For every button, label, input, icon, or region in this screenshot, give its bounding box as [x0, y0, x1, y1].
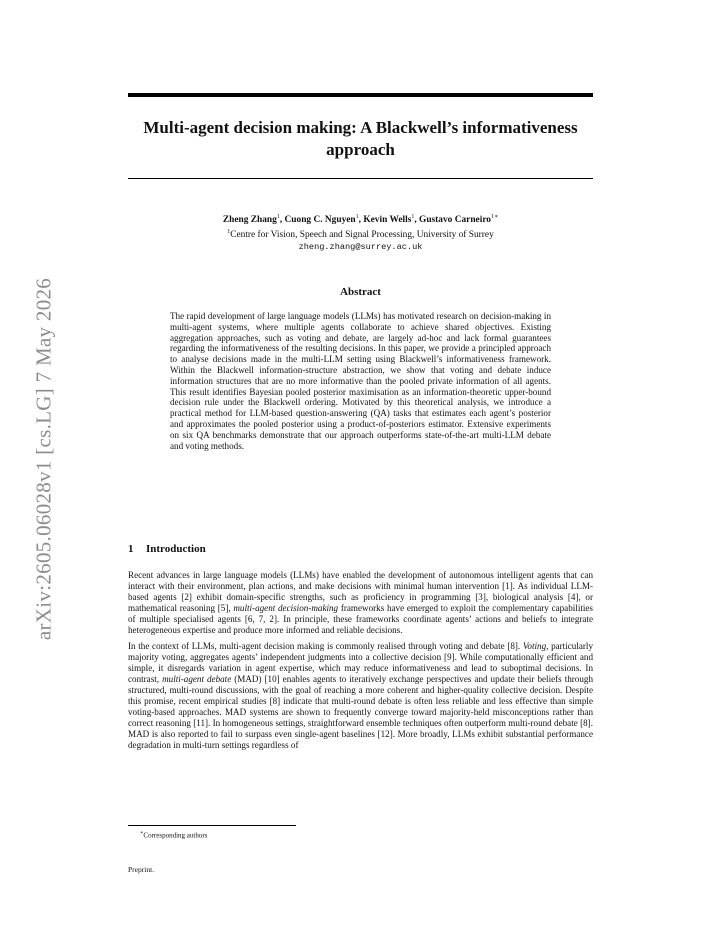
author-name: Cuong C. Nguyen [284, 215, 356, 226]
arxiv-identifier[interactable]: arXiv:2605.06028v1 [cs.LG] 7 May 2026 [31, 277, 56, 641]
footnote-rule [128, 825, 296, 826]
paragraph-text: frameworks have emerged to exploit the complementary capabilities of multiple specialised agents [6, 7, 2]. In principle, these frameworks coordinate agents’ actions and beliefs to integrate heterogeneous expertise and produce more informed and reliable decisions. [128, 602, 593, 635]
affiliation [128, 226, 593, 241]
emphasis-text: multi-agent decision-making [233, 602, 339, 613]
paragraph-text: In the context of LLMs, multi-agent decision making is commonly realised through voting and debate [8]. [128, 641, 523, 652]
affiliation-mark: 1 [276, 214, 280, 220]
affiliation-mark: 1 [411, 214, 415, 220]
abstract-text: The rapid development of large language models (LLMs) has motivated research on decision-making in multi-agent systems, where multiple agents collaborate to achieve shared objectives. Existing aggregation approaches, such as voting and debate, are largely ad-hoc and lack formal guarantees regarding the informativeness of the resulting decisions. In this paper, we provide a principled approach to analyse decisions made in the multi-LLM setting using Blackwell’s informativeness framework. Within the Blackwell information-structure abstraction, we show that voting and debate induce information structures that are no more informative than the pooled private information of all agents. This result identifies Bayesian pooled posterior maximisation as an information-theoretic upper-bound decision rule under the Blackwell ordering. Motivated by this theoretical analysis, we introduce a practical method for LLM-based question-answering (QA) tasks that estimates each agent’s posterior and approximates the pooled posterior using a product-of-posteriors estimator. Extensive experiments on six QA benchmarks demonstrate that our approach outperforms state-of-the-art multi-LLM debate and voting methods. [170, 311, 551, 451]
paragraph-text: (MAD) [10] enables agents to iteratively exchange perspectives and update their beliefs through structured, multi-round discussions, with the goal of reaching a more coherent and higher-quality collective decision. Despite this promise, recent empirical studies [8] indicate that multi-round debate is often less reliable and less effective than simple voting-based approaches. MAD systems are shown to frequently converge toward majority-held misconceptions rather than correct reasoning [11]. In homogeneous settings, straightforward ensemble techniques often outperform multi-round debate [8]. MAD is also reported to fail to surpass even single-agent baselines [12]. More broadly, LLMs exhibit substantial performance degradation in multi-turn settings regardless of [128, 674, 593, 750]
paragraph-text: Recent advances in large language models (LLMs) have enabled the development of autonomous intelligent agents that can interact with their environment, plan actions, and make decisions with minimal human intervention [1]. As individual LLM-based agents [2] exhibit domain-specific strengths, such as proficiency in programming [3], biological analysis [4], or mathematical reasoning [5], [128, 570, 593, 613]
author-name: Gustavo Carneiro [419, 215, 491, 226]
affiliation-mark: 1 [355, 214, 359, 220]
affiliation-mark: 1∗ [491, 214, 499, 220]
affiliation-text: Centre for Vision, Speech and Signal Processing, University of Surrey [230, 230, 494, 241]
section-body [128, 570, 593, 757]
footnote-text: Corresponding authors [143, 831, 208, 840]
paragraph-text: , particularly majority voting, aggregates agents’ independent judgments into a collective decision [9]. While computationally efficient and simple, it disregards variation in agent expertise, which may reduce informativeness and lead to suboptimal decisions. In contrast, [128, 641, 593, 685]
author-names: Zheng Zhang$^1$, Cuong C. Nguyen$^1$, Kevin Wells$^1$, Gustavo Carneiro$^{1∗}$ [222, 214, 499, 226]
author-name: Kevin Wells [363, 215, 412, 226]
paragraph [128, 570, 593, 635]
paper-title: Multi-agent decision making: A Blackwell’s informativeness approach [143, 118, 578, 159]
footnote-mark: ∗ [140, 831, 144, 836]
section-title: Introduction [146, 543, 206, 555]
title-top-rule [128, 93, 593, 97]
preprint-label: Preprint. [128, 865, 155, 874]
abstract-heading: Abstract [340, 286, 381, 298]
section-number: 1 [128, 543, 134, 555]
paragraph [128, 641, 593, 750]
section-heading [128, 543, 593, 555]
author-block [128, 211, 593, 253]
emphasis-text: multi-agent debate [162, 674, 232, 685]
author-name: Zheng Zhang [222, 215, 277, 226]
author-email[interactable]: zheng.zhang@surrey.ac.uk [298, 242, 423, 253]
footnote [140, 830, 207, 839]
emphasis-text: Voting [522, 641, 547, 652]
title-bottom-rule [128, 178, 593, 179]
affiliation-mark: 1 [227, 229, 231, 236]
